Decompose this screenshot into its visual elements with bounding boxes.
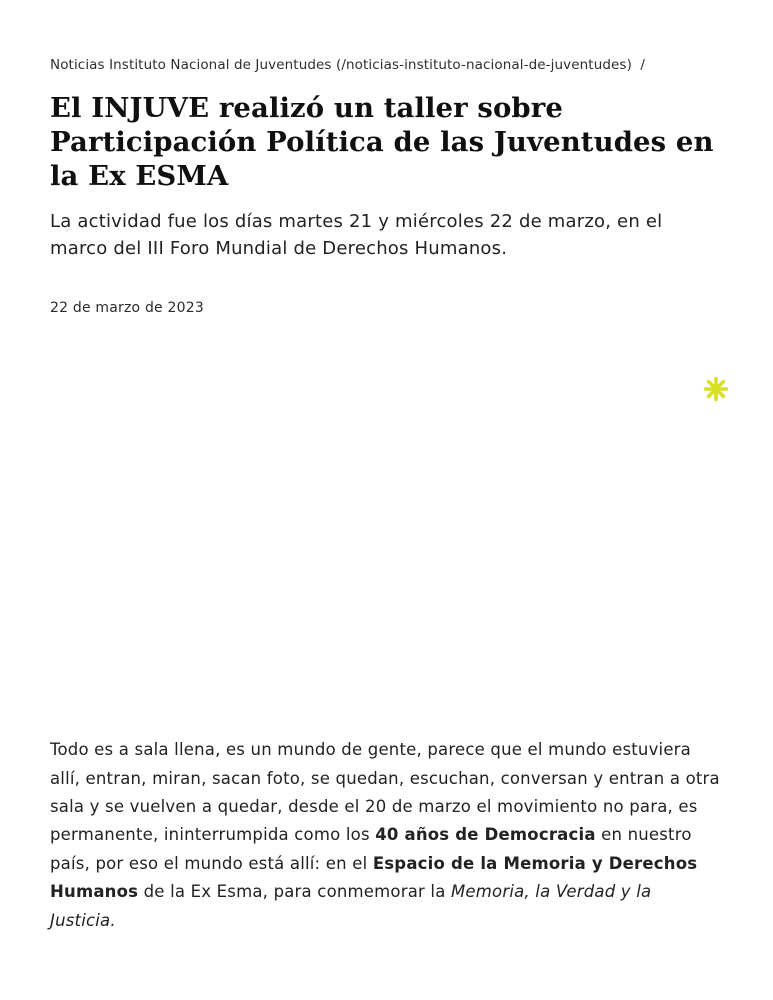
breadcrumb-link-noticias[interactable]: Noticias Instituto Nacional de Juventudes (/noticias-instituto-nacional-de-juventudes)	[50, 57, 632, 73]
article-lede: La actividad fue los días martes 21 y miércoles 22 de marzo, en el marco del III Foro Mundial de Derechos Humanos.	[50, 211, 663, 260]
page-title: El INJUVE realizó un taller sobre Participación Política de las Juventudes en la Ex ESMA	[50, 91, 714, 192]
loading-spinner	[701, 374, 731, 404]
article-media-placeholder	[50, 344, 723, 736]
article-body-paragraph: Todo es a sala llena, es un mundo de gente, parece que el mundo estuviera allí, entran, miran, sacan foto, se quedan, escuchan, conversan y entran a otra sala y se vuelven a quedar, desde el 20 de marzo el movimiento no para, es permanente, ininterrumpida como los 40 años de Democracia en nuestro país, por eso el mundo está allí: en el Espacio de la Memoria y Derechos Humanos de la Ex Esma, para conmemorar la Memoria, la Verdad y la Justicia.	[50, 740, 726, 930]
breadcrumb-separator: /	[640, 57, 645, 73]
breadcrumb	[50, 0, 723, 75]
asterisk-spinner-icon	[703, 376, 729, 402]
article-date: 22 de marzo de 2023	[50, 300, 204, 317]
